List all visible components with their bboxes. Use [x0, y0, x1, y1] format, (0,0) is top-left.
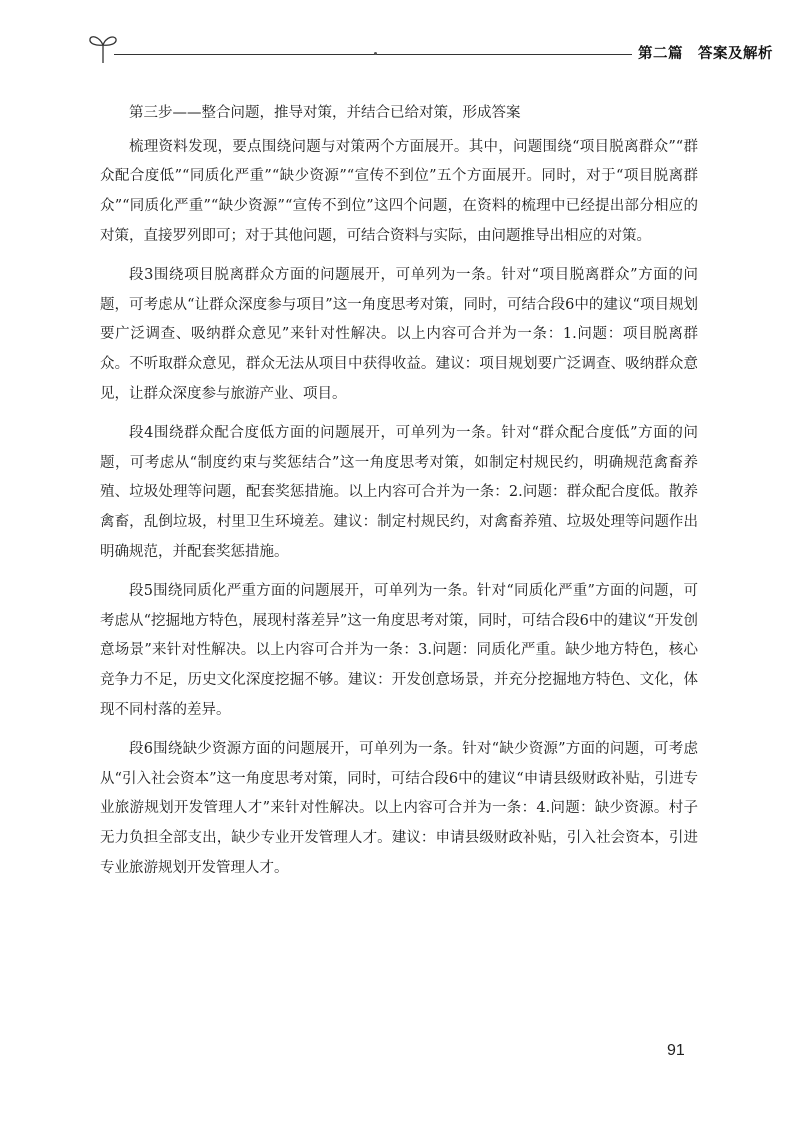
section-title: 第二篇 答案及解析	[638, 46, 773, 62]
paragraph-overview: 梳理资料发现，要点围绕问题与对策两个方面展开。其中，问题围绕“项目脱离群众”“群众配合度低”“同质化严重”“缺少资源”“宣传不到位”五个方面展开。同时，对于“项目脱离群众”“同质化严重”“缺少资源”“宣传不到位”这四个问题，在资料的梳理中已经提出部分相应的对策，直接罗列即可；对于其他问题，可结合资料与实际，由问题推导出相应的对策。	[100, 138, 698, 244]
step-heading: 第三步——整合问题，推导对策，并结合已给对策，形成答案	[129, 105, 521, 121]
header-dot	[374, 52, 377, 55]
header-rule	[114, 54, 632, 55]
page-header	[78, 30, 773, 70]
paragraph-issue-4: 段6围绕缺少资源方面的问题展开，可单列为一条。针对“缺少资源”方面的问题，可考虑从“引入社会资本”这一角度思考对策，同时，可结合段6中的建议“申请县级财政补贴，引进专业旅游规划开发管理人才”来针对性解决。以上内容可合并为一条：4.问题：缺少资源。村子无力负担全部支出，缺少专业开发管理人才。建议：申请县级财政补贴，引入社会资本，引进专业旅游规划开发管理人才。	[100, 741, 698, 876]
sprout-icon	[88, 30, 118, 64]
paragraph-issue-1: 段3围绕项目脱离群众方面的问题展开，可单列为一条。针对“项目脱离群众”方面的问题，可考虑从“让群众深度参与项目”这一角度思考对策，同时，可结合段6中的建议“项目规划要广泛调查、吸纳群众意见”来针对性解决。以上内容可合并为一条：1.问题：项目脱离群众。不听取群众意见，群众无法从项目中获得收益。建议：项目规划要广泛调查、吸纳群众意见，让群众深度参与旅游产业、项目。	[100, 267, 698, 402]
paragraph-issue-2: 段4围绕群众配合度低方面的问题展开，可单列为一条。针对“群众配合度低”方面的问题，可考虑从“制度约束与奖惩结合”这一角度思考对策，如制定村规民约，明确规范禽畜养殖、垃圾处理等问题，配套奖惩措施。以上内容可合并为一条：2.问题：群众配合度低。散养禽畜，乱倒垃圾，村里卫生环境差。建议：制定村规民约，对禽畜养殖、垃圾处理等问题作出明确规范，并配套奖惩措施。	[100, 425, 698, 560]
body-text	[100, 99, 698, 893]
page-number: 91	[667, 1042, 685, 1059]
paragraph-issue-3: 段5围绕同质化严重方面的问题展开，可单列为一条。针对“同质化严重”方面的问题，可考虑从“挖掘地方特色，展现村落差异”这一角度思考对策，同时，可结合段6中的建议“开发创意场景”来针对性解决。以上内容可合并为一条：3.问题：同质化严重。缺少地方特色，核心竞争力不足，历史文化深度挖掘不够。建议：开发创意场景，并充分挖掘地方特色、文化，体现不同村落的差异。	[100, 583, 698, 718]
